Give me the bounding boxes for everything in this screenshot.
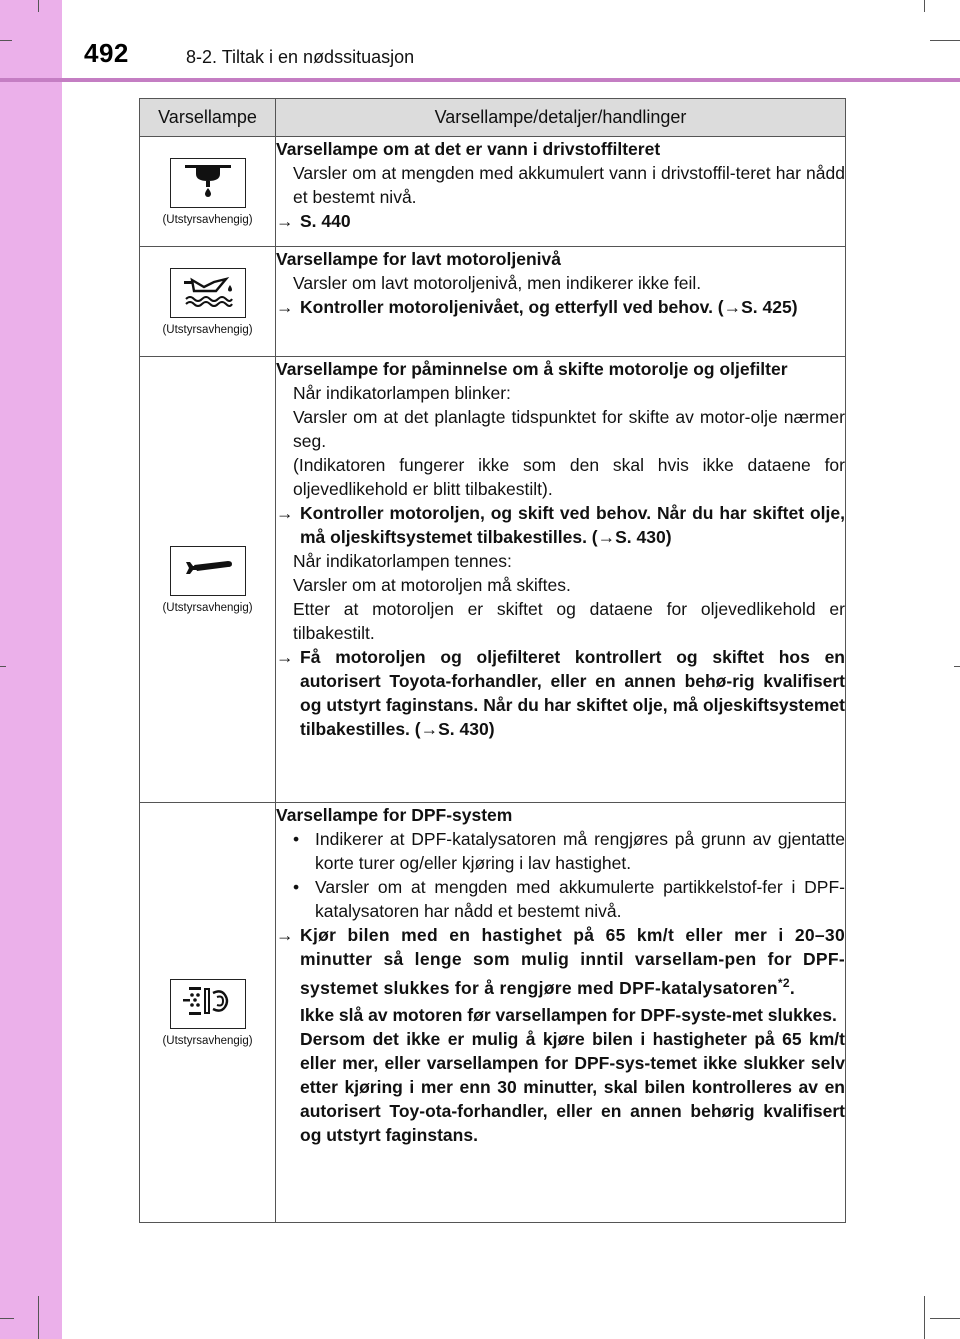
crop-mark	[38, 0, 39, 12]
section-title: 8-2. Tiltak i en nødssituasjon	[186, 47, 415, 67]
action-line	[276, 923, 845, 1000]
details-cell	[276, 137, 846, 247]
action-text: Kjør bilen med en hastighet på 65 km/t eller mer i 20–30 minutter så lenge som mulig inntil varsellam-pen for DPF-systemet slukkes for å rengjøre med DPF-katalysatoren	[300, 925, 845, 998]
bullet-text: Indikerer at DPF-katalysatoren må rengjøres på grunn av gjentatte korte turer og/eller kjøring i lav hastighet.	[315, 829, 845, 873]
lamp-icon-frame	[170, 979, 246, 1029]
lamp-cell	[140, 357, 276, 803]
detail-text: Når indikatorlampen blinker:	[293, 383, 511, 403]
detail-text: Varsler om lavt motoroljenivå, men indikerer ikke feil.	[293, 273, 702, 293]
lamp-icon-frame	[170, 268, 246, 318]
table-row	[140, 137, 846, 247]
lamp-caption: (Utstyrsavhengig)	[162, 323, 253, 336]
table-row	[140, 357, 846, 803]
lamp-cell	[140, 137, 276, 247]
table-row	[140, 803, 846, 1223]
details-cell	[276, 803, 846, 1223]
crop-mark	[924, 1296, 925, 1339]
crop-mark	[924, 0, 925, 12]
arrow-icon: →	[276, 925, 294, 945]
action-text: Få motoroljen og oljefilteret kontrollert og skiftet hos en autorisert Toyota-forhandler, eller en annen behø-rig kvalifisert og utstyrt faginstans. Når du har skiftet olje, må oljeskiftsystemet tilbakestilles. (→S. 430)	[300, 647, 845, 739]
crop-mark	[930, 1318, 960, 1319]
bullet-item	[276, 875, 845, 923]
details-cell	[276, 357, 846, 803]
lamp-cell	[140, 247, 276, 357]
detail-text: Varsler om at det planlagte tidspunktet for skifte av motor-olje nærmer seg.	[293, 407, 845, 451]
detail-text: (Indikatoren fungerer ikke som den skal hvis ikke dataene for oljevedlikehold er blitt tilbakestilt).	[293, 455, 845, 499]
arrow-icon: →	[276, 647, 294, 667]
bullet-item	[276, 827, 845, 875]
crop-mark	[930, 40, 960, 41]
lamp-icon-frame	[170, 546, 246, 596]
footnote-ref: *2	[777, 976, 790, 990]
header-rule	[0, 78, 960, 82]
crop-mark	[0, 666, 6, 667]
lamp-caption: (Utstyrsavhengig)	[162, 213, 253, 226]
detail-text: Når indikatorlampen tennes:	[293, 551, 512, 571]
warning-lamp-table	[139, 98, 846, 1223]
action-text: Dersom det ikke er mulig å kjøre bilen i hastigheter på 65 km/t eller mer, eller varsellampen for DPF-sys-temet ikke slukker selv etter kjøring i mer enn 30 minutter, skal bilen kontrolleres av en autorisert Toy-ota-forhandler, eller en annen behørig kvalifisert og utstyrt faginstans.	[300, 1028, 845, 1145]
column-header-details: Varsellampe/detaljer/handlinger	[276, 99, 846, 137]
crop-mark	[0, 40, 12, 41]
action-line	[276, 501, 845, 549]
action-text: Ikke slå av motoren før varsellampen for DPF-syste-met slukkes.	[300, 1004, 837, 1025]
lamp-caption: (Utstyrsavhengig)	[162, 601, 253, 614]
details-cell	[276, 247, 846, 357]
lamp-title: Varsellampe for påminnelse om å skifte motorolje og oljefilter	[276, 359, 788, 379]
crop-mark	[38, 1296, 39, 1339]
lamp-title: Varsellampe for DPF-system	[276, 805, 513, 825]
crop-mark	[0, 1318, 14, 1319]
lamp-cell	[140, 803, 276, 1223]
page-number: 492	[84, 38, 129, 68]
bullet-text: Varsler om at mengden med akkumulerte partikkelstof-fer i DPF-katalysatoren har nådd et bestemt nivå.	[315, 877, 845, 921]
crop-mark	[954, 666, 960, 667]
lamp-title: Varsellampe om at det er vann i drivstoffilteret	[276, 139, 661, 159]
detail-text: Varsler om at mengden med akkumulert vann i drivstoffil-teret har nådd et bestemt nivå.	[293, 163, 845, 207]
action-line	[276, 645, 845, 741]
dpf-system-icon	[181, 981, 235, 1026]
bullet-icon: •	[293, 829, 300, 849]
column-header-lamp: Varsellampe	[140, 99, 276, 137]
lamp-icon-frame	[170, 158, 246, 208]
detail-text: Varsler om at motoroljen må skiftes.	[293, 575, 571, 595]
oil-change-reminder-wrench-icon	[180, 550, 236, 591]
action-line	[276, 295, 845, 319]
table-row	[140, 247, 846, 357]
side-tab-band	[0, 0, 62, 1339]
arrow-icon: →	[276, 297, 294, 317]
action-text: Kontroller motoroljen, og skift ved behov. Når du har skiftet olje, må oljeskiftsystemet tilbakestilles. (→S. 430)	[300, 503, 845, 547]
lamp-caption: (Utstyrsavhengig)	[162, 1034, 253, 1047]
bullet-icon: •	[293, 877, 300, 897]
page-reference: S. 440	[300, 211, 351, 231]
low-engine-oil-level-icon	[180, 271, 236, 314]
action-line	[276, 209, 845, 233]
arrow-icon: →	[276, 211, 294, 231]
action-text: Kontroller motoroljenivået, og etterfyll ved behov. (→S. 425)	[300, 297, 798, 317]
water-in-fuel-filter-icon	[181, 161, 235, 204]
action-end: .	[789, 977, 796, 998]
detail-text: Etter at motoroljen er skiftet og dataene for oljevedlikehold er tilbakestilt.	[293, 599, 845, 643]
lamp-title: Varsellampe for lavt motoroljenivå	[276, 249, 561, 269]
table-header-row	[140, 99, 846, 137]
arrow-icon: →	[276, 503, 294, 523]
